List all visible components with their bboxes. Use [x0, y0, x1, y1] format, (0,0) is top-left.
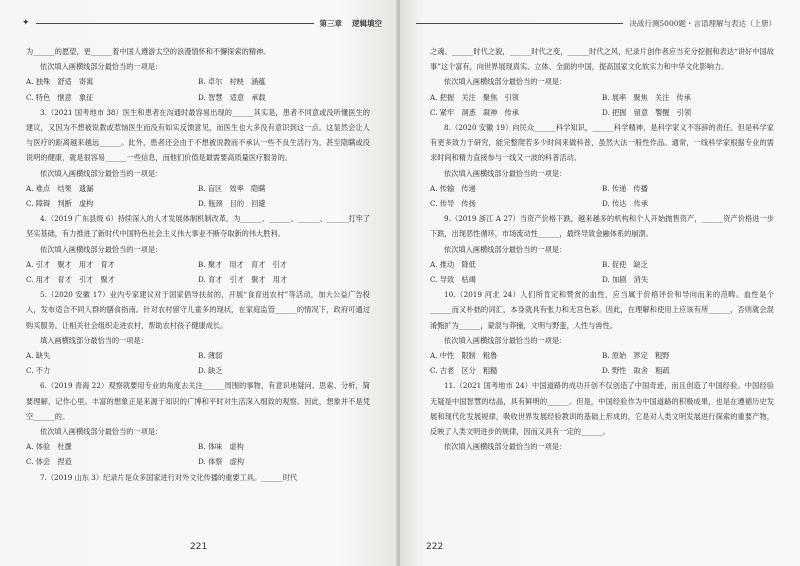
answer-option: A. 缺失 — [26, 351, 51, 361]
right-page — [400, 0, 800, 566]
paragraph: 依次填入画横线部分最恰当的一项是： — [40, 168, 163, 178]
answer-option: D. 智慧 适意 承载 — [198, 92, 266, 102]
paragraph: 8.（2020 安徽 19）向民众______科学知识，______科学精神，是科学家义不容辞的责任。但是科学家有更多致力于研究，能完整爬若多少时间来做科普，虽然大法一般性作品。通常，一线科学家根据专业的需求时间和精力直接参与一线又一波的科普活动。 — [430, 123, 774, 163]
paragraph: 6.（2019 青海 22）观察就要用专业的角度去关注______周围的事物，有意识地疑问、思索、分析，简要理解，记作心里。丰富的想象正是来源于知识的广博和平时对生活深入细致的观察。因此，想象并不是凭空______的。 — [26, 381, 370, 421]
answer-option: A. 把握 关注 聚焦 引领 — [430, 92, 519, 102]
paragraph: 10.（2019 河北 24）人们所肯定和赞赏的血性，应当属于价格评价和导向而来的范畴。血性是个______而又朴拙的词汇，本身就具有张力和无宫色彩。因此，在理解和使用上应该有所______，否则就会混淆甄扩为______，蒙混与莽撞，文明与野蛮，人性与兽性。 — [430, 290, 774, 330]
answer-option: C. 体会 捏造 — [26, 457, 72, 467]
paragraph: 依次填入画横线部分最恰当的一项是： — [444, 77, 567, 87]
paragraph: 之魂、______时代之貌，______时代之变，______时代之风，纪录片创作者应当充分挖掘和表达“讲好中国故事”这个富有，向世界展现真实、立体、全面的中国，提高国家文化软实力和中华文化影响力。 — [430, 47, 774, 72]
paragraph: 9.（2019 浙江 A 27）当资产价格下跌，越来越多的机构和个人开始抛售资产，______资产价格进一步下跌，出现恶性循环，市场流动性______，最终导致金融体系的崩溃。 — [430, 214, 774, 239]
answer-option: C. 不力 — [26, 366, 51, 376]
answer-option: C. 障碍 判断 虚构 — [26, 199, 94, 209]
answer-option: D. 育才 引才 聚才 用才 — [198, 275, 288, 285]
right-page-header — [416, 14, 776, 32]
paragraph: 依次填入画横线部分最恰当的一项是： — [444, 442, 567, 452]
answer-option: D. 传达 传承 — [602, 199, 649, 209]
answer-option: A. 体验 杜撰 — [26, 442, 72, 452]
answer-option: D. 野性 取舍 粗疏 — [602, 366, 670, 376]
header-rule — [416, 23, 623, 24]
answer-option: B. 促使 缺乏 — [602, 259, 648, 269]
answer-options — [26, 74, 370, 104]
answer-option: D. 体察 虚构 — [198, 457, 245, 467]
header-ornament-icon: ✦ — [22, 18, 30, 28]
paragraph: 依次填入画横线部分最恰当的一项是： — [40, 62, 163, 72]
answer-option: B. 卓尔 衬映 涵蕴 — [198, 77, 266, 87]
answer-options — [26, 181, 370, 211]
paragraph: 填入画横线部分最恰当的一项是： — [40, 335, 148, 345]
answer-options — [26, 257, 370, 287]
left-page-header — [22, 14, 382, 32]
answer-option: D. 加剧 消失 — [602, 275, 649, 285]
answer-option: C. 特色 惬意 象征 — [26, 92, 94, 102]
answer-option: B. 展率 聚焦 关注 传承 — [602, 92, 691, 102]
answer-option: D. 缺乏 — [198, 366, 223, 376]
answer-option: C. 传导 传扬 — [430, 199, 476, 209]
page-number: 222 — [426, 542, 444, 552]
answer-option: C. 古老 区分 粗糙 — [430, 366, 498, 376]
answer-option: A. 独殊 舒适 寄寓 — [26, 77, 94, 87]
answer-option: B. 盲区 效率 隐瞒 — [198, 183, 266, 193]
answer-option: B. 体味 虚构 — [198, 442, 244, 452]
paragraph: 7.（2019 山东 3）纪录片是众多国家进行对外文化传播的重要工具。______时代 — [40, 472, 298, 482]
answer-options — [430, 257, 774, 287]
chapter-number: 第三章 — [319, 18, 342, 28]
paragraph: 依次填入画横线部分最恰当的一项是： — [444, 244, 567, 254]
answer-option: A. 推动 降低 — [430, 259, 476, 269]
answer-option: A. 中性 限制 粗鲁 — [430, 351, 498, 361]
left-page-body — [26, 44, 370, 485]
answer-option: A. 传输 传递 — [430, 183, 476, 193]
answer-options — [430, 348, 774, 378]
paragraph: 为______的愿望，更______着中国人遵游太空的浪漫情怀和不懈探索的精神。 — [26, 47, 271, 56]
answer-option: C. 导致 枯竭 — [430, 275, 476, 285]
answer-option: A. 引才 聚才 用才 育才 — [26, 259, 115, 269]
answer-option: B. 聚才 用才 育才 引才 — [198, 259, 287, 269]
paragraph: 4.（2019 广东县级 6）持续深入的人才发展体制机制改革，为______、______、______、______打牢了坚实基础，有力推进了新时代中国特色社会主义伟大事业不断夺取新的伟大胜利。 — [26, 214, 370, 239]
answer-options — [26, 348, 370, 378]
paragraph: 11.（2021 国考地市 24）中国道路的成功开创不仅创造了中国奇迹，而且创造了中国经验。中国经验无疑是中国智慧的结晶，具有鲜明的______。但是，中国经验作为中国道路的积极成果，也是在遵循历史发展和现代化发展规律，吸收世界发展经验教训的基础上形成的，它是对人类文明发展进行探索的重要产物，反映了人类文明进步的规律，因而又具有一定的______。 — [430, 381, 774, 437]
answer-option: B. 薄弱 — [198, 351, 223, 361]
paragraph: 3.（2021 国考地市 38）医生和患者在沟通时最容易出现的______其实是，患者不同意或没听懂医生的建议，又因为不想被说教或惹恼医生而没有如实反馈意见，而医生也大多没有意识到这一点。这显然会让人与医疗的距离越来越远______。此外，患者还会由于不想被说教而不承认一些不良生活行为，甚至隐瞒或没说明的健康，就是很容易______一些信息，而他们价值是最需要高质量医疗服务的。 — [26, 107, 370, 163]
answer-option: D. 把握 留意 警醒 引领 — [602, 107, 692, 117]
answer-options — [430, 90, 774, 120]
paragraph: 依次填入画横线部分最恰当的一项是： — [40, 427, 163, 437]
answer-option: C. 用才 育才 引才 聚才 — [26, 275, 115, 285]
paragraph: 5.（2020 安徽 17）业内专家建议对于国家倡导扶贫的，开展“食育进农村”等活动，加大公益广告投入，发布适合不同人群的膳食指南。针对农村留守儿童多的现状，在家庭监管______的情况下，政府可通过购买服务，让相关社会组织走进农村，帮助农村孩子健康成长。 — [26, 290, 370, 330]
right-page-body — [430, 44, 774, 454]
chapter-title: 逻辑填空 — [352, 18, 382, 28]
answer-option: C. 紧牢 洞悉 凝神 传承 — [430, 107, 519, 117]
answer-option: D. 瓶颈 目的 回避 — [198, 199, 266, 209]
paragraph: 依次填入画横线部分最恰当的一项是： — [40, 244, 163, 254]
header-rule — [36, 23, 314, 24]
paragraph: 依次填入画横线部分最恰当的一项是： — [444, 168, 567, 178]
answer-options — [26, 439, 370, 469]
paragraph: 依次填入画横线部分最恰当的一项是： — [444, 335, 567, 345]
page-number: 221 — [190, 542, 208, 552]
answer-options — [430, 181, 774, 211]
book-title: 决战行测5000题・言语理解与表达（上册） — [629, 18, 776, 28]
answer-option: B. 传递 传播 — [602, 183, 648, 193]
answer-option: A. 难点 结果 遗漏 — [26, 183, 94, 193]
answer-option: B. 原始 界定 粗野 — [602, 351, 670, 361]
